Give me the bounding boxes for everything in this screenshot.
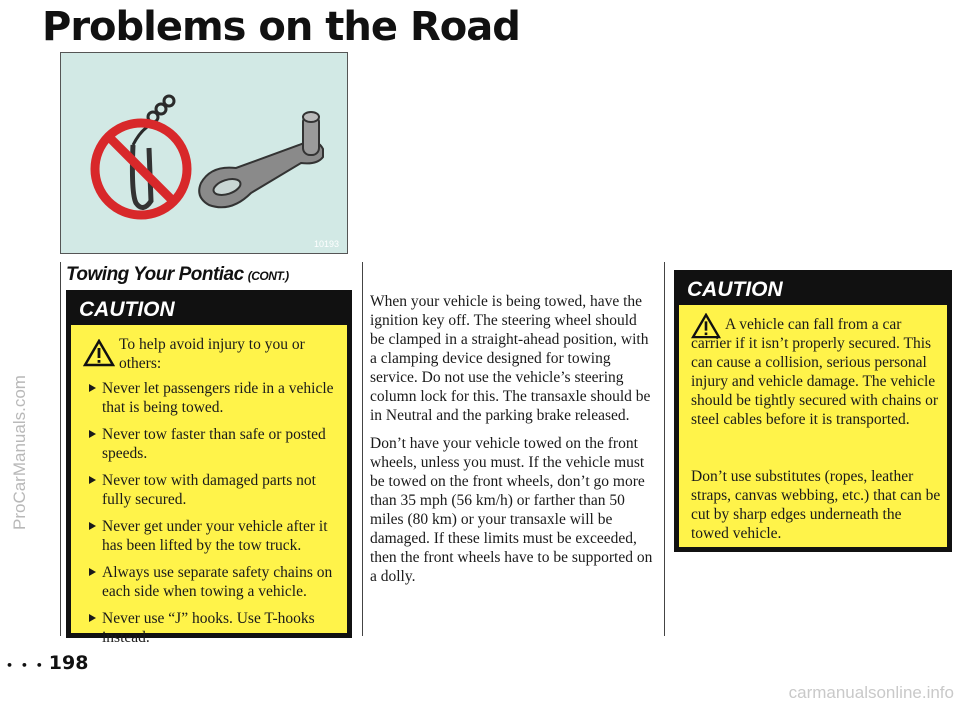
list-item: Never use “J” hooks. Use T-hooks instead. [87,609,345,647]
caution-box-left [66,290,352,646]
caution-box-right [674,270,952,552]
illustration-code: 10193 [313,239,339,249]
bottom-watermark: carmanualsonline.info [788,683,954,702]
body-paragraph: When your vehicle is being towed, have the ignition key off. The steering wheel should be clamped in a straight-ahead position, with a clamping device designed for towing service. Do not use the vehicle’s steering column lock for this. The transaxle should be in Neutral and the parking brake released. [370,293,651,424]
no-j-hook-icon [61,53,347,253]
column-rule-left [60,262,61,636]
body-paragraph: Don’t have your vehicle towed on the front wheels, unless you must. If the vehicle must be towed on the front wheels, don’t go more than 35 mph (56 km/h) or farther than 50 miles (80 km) or your transaxle will be damaged. If these limits must be exceeded, then the front wheels have to be supported on a dolly. [370,435,653,585]
page-number [6,652,88,674]
list-item: Never let passengers ride in a vehicle that is being towed. [87,379,345,417]
subhead-cont: (CONT.) [247,269,289,283]
towing-hook-illustration [60,52,348,254]
list-item: Never tow faster than safe or posted speeds. [87,425,345,463]
list-item: Never tow with damaged parts not fully secured. [87,471,345,509]
body-text-column [370,292,654,595]
caution-heading: CAUTION [679,275,947,305]
caution-heading: CAUTION [71,295,347,325]
subhead-text: Towing Your Pontiac [66,264,244,285]
caution-right-text-2 [691,467,943,552]
page-dots: • • • [6,659,45,672]
column-rule-middle [362,262,363,636]
section-subhead [66,264,289,286]
caution-paragraph: A vehicle can fall from a car carrier if it isn’t properly secured. This can cause a collision, serious personal injury and vehicle damage. The vehicle should be tightly secured with chains or steel cables before it is transported. [691,316,939,428]
caution-intro [119,335,339,373]
caution-right-text [691,315,943,438]
list-item: Never get under your vehicle after it has been lifted by the tow truck. [87,517,345,555]
page-number-text: 198 [48,652,89,674]
warning-triangle-icon [83,339,115,367]
page-title: Problems on the Road [42,4,520,50]
caution-bullet-list [87,379,345,655]
side-watermark: ProCarManuals.com [10,375,29,530]
caution-intro-text: To help avoid injury to you or others: [119,336,305,372]
column-rule-right [664,262,665,636]
caution-paragraph: Don’t use substitutes (ropes, leather straps, canvas webbing, etc.) that can be cut by sharp edges underneath the towed vehicle. [691,468,941,542]
list-item: Always use separate safety chains on each side when towing a vehicle. [87,563,345,601]
